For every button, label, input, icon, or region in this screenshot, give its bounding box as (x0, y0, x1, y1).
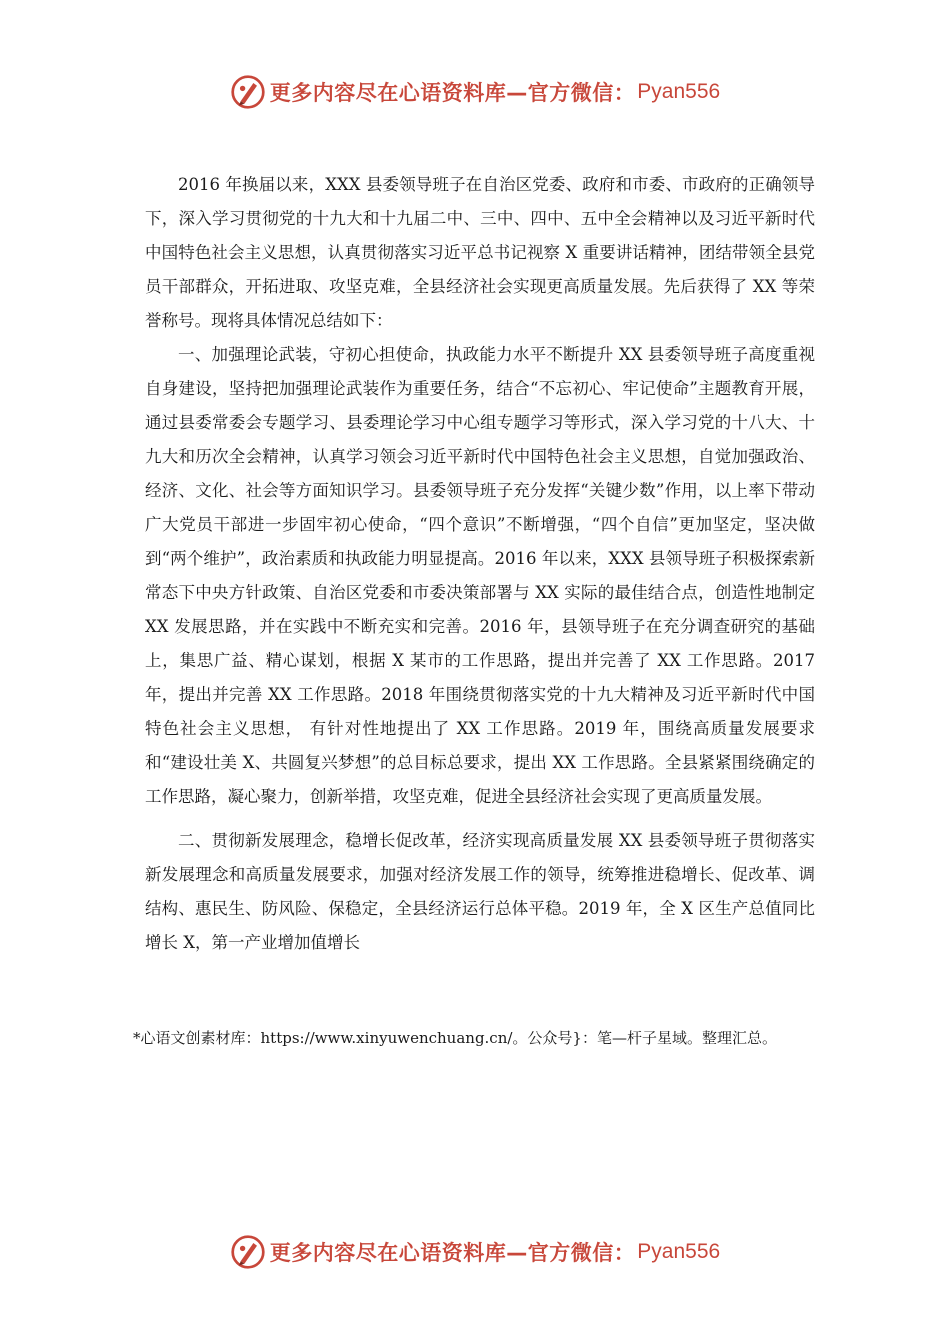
watermark-text: 更多内容尽在心语资料库—官方微信： (269, 81, 636, 105)
watermark-text: 更多内容尽在心语资料库—官方微信： (269, 1241, 636, 1265)
pen-logo-icon (230, 1234, 266, 1270)
document-body (145, 168, 815, 960)
footnote: *心语文创素材库：https://www.xinyuwenchuang.cn/。公众号}：笔—杆子星域。整理汇总。 (133, 1029, 777, 1047)
watermark-handle: Pyan556 (637, 80, 721, 103)
section-two-paragraph: 二、贯彻新发展理念，稳增长促改革，经济实现高质量发展 XX 县委领导班子贯彻落实新发展理念和高质量发展要求，加强对经济发展工作的领导，统筹推进稳增长、促改革、调结构、惠民生、防风险、保稳定，全县经济运行总体平稳。2019 年，全 X 区生产总值同比增长 X，第一产业增加值增长 (145, 831, 815, 952)
intro-paragraph: 2016 年换届以来，XXX 县委领导班子在自治区党委、政府和市委、市政府的正确领导下，深入学习贯彻党的十九大和十九届二中、三中、四中、五中全会精神以及习近平新时代中国特色社会主义思想，认真贯彻落实习近平总书记视察 X 重要讲话精神，团结带领全县党员干部群众，开拓进取、攻坚克难，全县经济社会实现更高质量发展。先后获得了 XX 等荣誉称号。现将具体情况总结如下： (145, 175, 815, 330)
header-watermark (0, 70, 950, 114)
pen-logo-icon (230, 74, 266, 110)
watermark-handle: Pyan556 (637, 1240, 721, 1263)
footer-watermark (0, 1230, 950, 1274)
section-one-paragraph: 一、加强理论武装，守初心担使命，执政能力水平不断提升 XX 县委领导班子高度重视自身建设，坚持把加强理论武装作为重要任务，结合“不忘初心、牢记使命”主题教育开展，通过县委常委会专题学习、县委理论学习中心组专题学习等形式，深入学习党的十八大、十九大和历次全会精神，认真学习领会习近平新时代中国特色社会主义思想，自觉加强政治、经济、文化、社会等方面知识学习。县委领导班子充分发挥“关键少数”作用，以上率下带动广大党员干部进一步固牢初心使命，“四个意识”不断增强，“四个自信”更加坚定，坚决做到“两个维护”，政治素质和执政能力明显提高。2016 年以来，XXX 县领导班子积极探索新常态下中央方针政策、自治区党委和市委决策部署与 XX 实际的最佳结合点，创造性地制定 XX 发展思路，并在实践中不断充实和完善。2016 年，县领导班子在充分调查研究的基础上，集思广益、精心谋划，根据 X 某市的工作思路，提出并完善了 XX 工作思路。2017 年，提出并完善 XX 工作思路。2018 年围绕贯彻落实党的十九大精神及习近平新时代中国特色社会主义思想， 有针对性地提出了 XX 工作思路。2019 年，围绕高质量发展要求和“建设壮美 X、共圆复兴梦想”的总目标总要求，提出 XX 工作思路。全县紧紧围绕确定的工作思路，凝心聚力，创新举措，攻坚克难，促进全县经济社会实现了更高质量发展。 (145, 345, 815, 806)
